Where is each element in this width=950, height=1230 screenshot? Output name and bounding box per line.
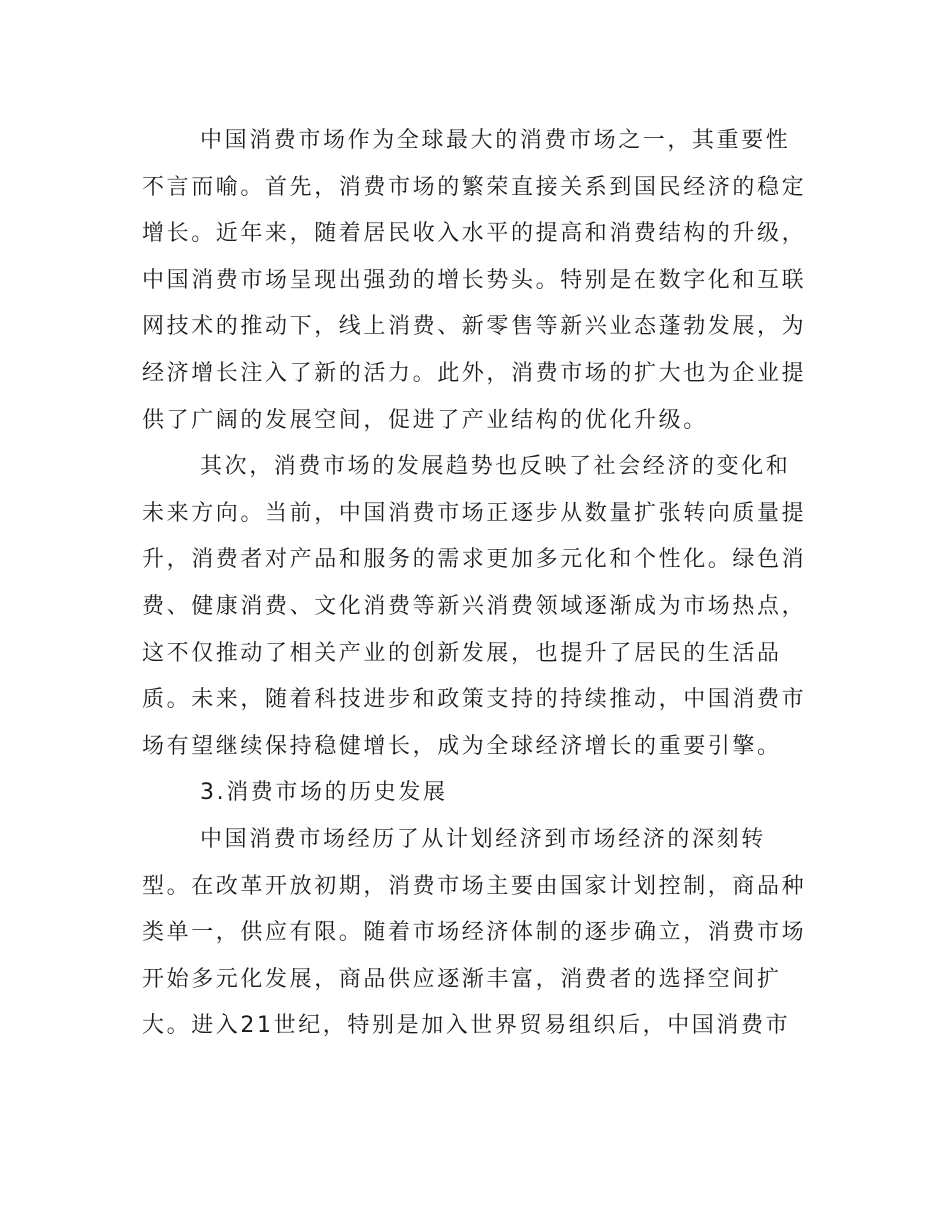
text-line: 开始多元化发展，商品供应逐渐丰富，消费者的选择空间扩 (142, 966, 782, 992)
text-line: 大。进入21世纪，特别是加入世界贸易组织后，中国消费市 (142, 1013, 791, 1039)
text-line: 增长。近年来，随着居民收入水平的提高和消费结构的升级， (142, 221, 807, 247)
text-line: 质。未来，随着科技进步和政策支持的持续推动，中国消费市 (142, 687, 807, 713)
text-line: 费、健康消费、文化消费等新兴消费领域逐渐成为市场热点， (142, 593, 807, 619)
text-line: 其次，消费市场的发展趋势也反映了社会经济的变化和 (200, 454, 791, 480)
text-line: 不言而喻。首先，消费市场的繁荣直接关系到国民经济的稳定 (142, 174, 807, 200)
text-line: 场有望继续保持稳健增长，成为全球经济增长的重要引擎。 (142, 733, 782, 759)
text-line: 供了广阔的发展空间，促进了产业结构的优化升级。 (142, 407, 708, 433)
section-heading: 3.消费市场的历史发展 (200, 780, 448, 806)
text-line: 中国消费市场经历了从计划经济到市场经济的深刻转 (200, 826, 766, 852)
text-line: 中国消费市场作为全球最大的消费市场之一，其重要性 (200, 128, 791, 153)
text-line: 未来方向。当前，中国消费市场正逐步从数量扩张转向质量提 (142, 500, 807, 526)
text-line: 网技术的推动下，线上消费、新零售等新兴业态蓬勃发展，为 (142, 314, 807, 340)
text-line: 类单一，供应有限。随着市场经济体制的逐步确立，消费市场 (142, 920, 807, 946)
text-line: 型。在改革开放初期，消费市场主要由国家计划控制，商品种 (142, 873, 807, 899)
text-line: 中国消费市场呈现出强劲的增长势头。特别是在数字化和互联 (142, 267, 807, 293)
text-line: 这不仅推动了相关产业的创新发展，也提升了居民的生活品 (142, 640, 782, 666)
text-line: 经济增长注入了新的活力。此外，消费市场的扩大也为企业提 (142, 360, 807, 386)
text-line: 升，消费者对产品和服务的需求更加多元化和个性化。绿色消 (142, 547, 807, 573)
body-text (142, 118, 822, 1050)
